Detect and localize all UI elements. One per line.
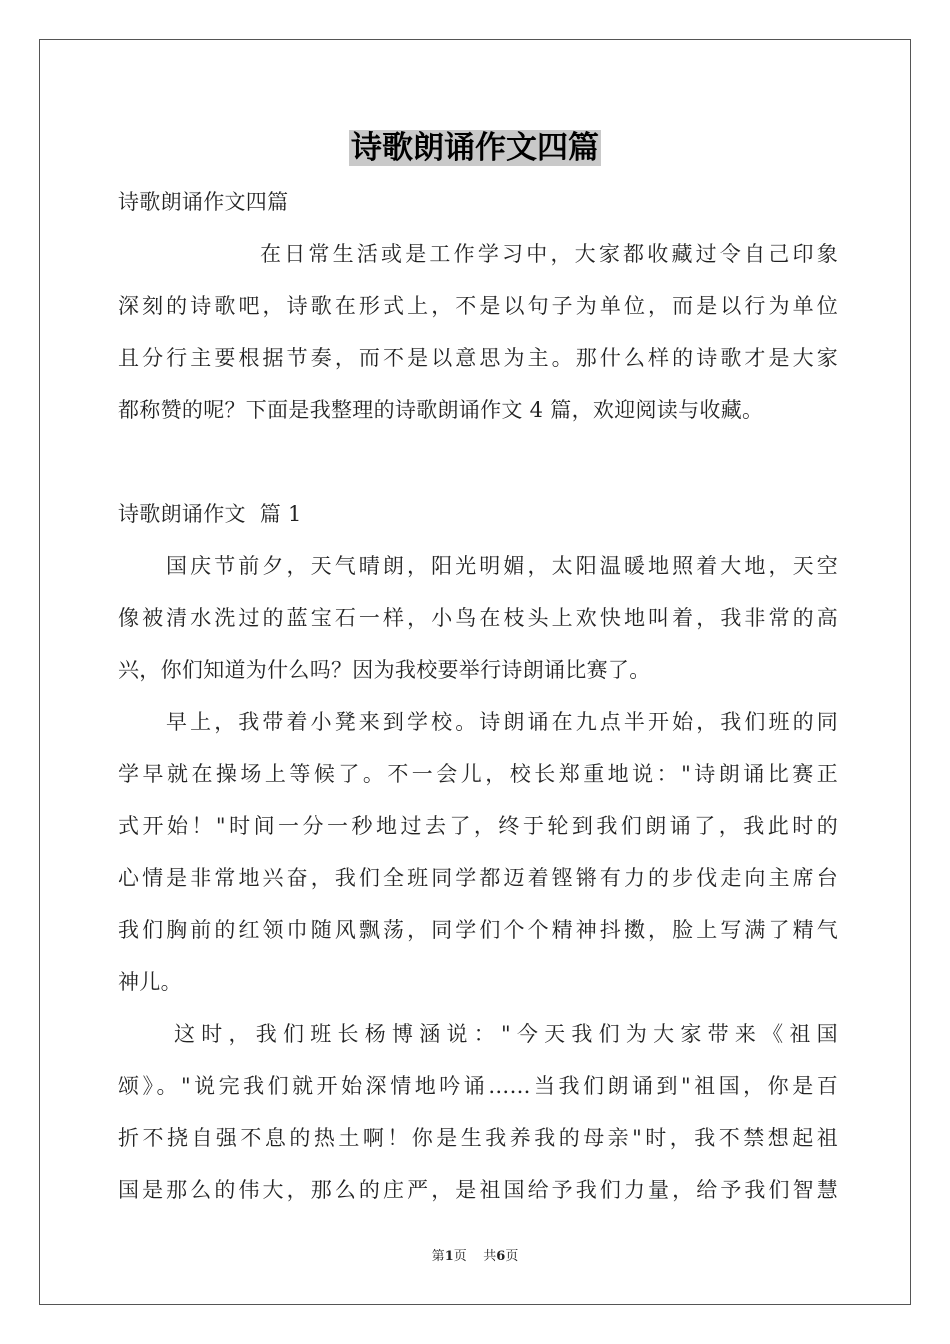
paragraph-line: 学早就在操场上等候了。不一会儿，校长郑重地说："诗朗诵比赛正 — [118, 762, 838, 786]
footer-total-pages: 6 — [496, 1249, 506, 1264]
paragraph-line: 国是那么的伟大，那么的庄严，是祖国给予我们力量，给予我们智慧 — [118, 1178, 838, 1202]
intro-line: 深刻的诗歌吧，诗歌在形式上，不是以句子为单位，而是以行为单位 — [118, 294, 838, 318]
intro-line: 且分行主要根据节奏，而不是以意思为主。那什么样的诗歌才是大家 — [118, 346, 838, 370]
paragraph-line: 兴，你们知道为什么吗？因为我校要举行诗朗诵比赛了。 — [118, 658, 651, 682]
footer-current-page: 1 — [444, 1249, 454, 1264]
paragraph-line: 式开始！"时间一分一秒地过去了，终于轮到我们朗诵了，我此时的 — [118, 814, 838, 838]
intro-line: 在日常生活或是工作学习中，大家都收藏过令自己印象 — [260, 242, 838, 266]
document-title — [0, 124, 950, 172]
section-heading: 诗歌朗诵作文 篇 1 — [118, 502, 302, 526]
paragraph-line: 折不挠自强不息的热土啊！你是生我养我的母亲"时，我不禁想起祖 — [118, 1126, 838, 1150]
paragraph-line: 早上，我带着小凳来到学校。诗朗诵在九点半开始，我们班的同 — [166, 710, 838, 734]
paragraph-line: 国庆节前夕，天气晴朗，阳光明媚，太阳温暖地照着大地，天空 — [166, 554, 838, 578]
paragraph-line: 我们胸前的红领巾随风飘荡，同学们个个精神抖擞，脸上写满了精气 — [118, 918, 838, 942]
paragraph-line: 颂》。"说完我们就开始深情地吟诵……当我们朗诵到"祖国，你是百 — [118, 1074, 838, 1098]
footer-prefix: 第 — [431, 1249, 445, 1264]
footer-suffix: 页 — [505, 1249, 519, 1264]
paragraph-line: 神儿。 — [118, 970, 182, 994]
footer-mid: 页 共 — [453, 1249, 497, 1264]
page-footer — [0, 1245, 950, 1264]
intro-line: 都称赞的呢？下面是我整理的诗歌朗诵作文 4 篇，欢迎阅读与收藏。 — [118, 398, 764, 422]
paragraph-line: 这时，我们班长杨博涵说："今天我们为大家带来《祖国 — [174, 1022, 838, 1046]
paragraph-line: 心情是非常地兴奋，我们全班同学都迈着铿锵有力的步伐走向主席台 — [118, 866, 838, 890]
title-text: 诗歌朗诵作文四篇 — [351, 130, 599, 166]
paragraph-line: 像被清水洗过的蓝宝石一样，小鸟在枝头上欢快地叫着，我非常的高 — [118, 606, 838, 630]
document-body — [118, 176, 838, 1216]
spacer — [118, 436, 838, 488]
subtitle: 诗歌朗诵作文四篇 — [118, 190, 289, 214]
